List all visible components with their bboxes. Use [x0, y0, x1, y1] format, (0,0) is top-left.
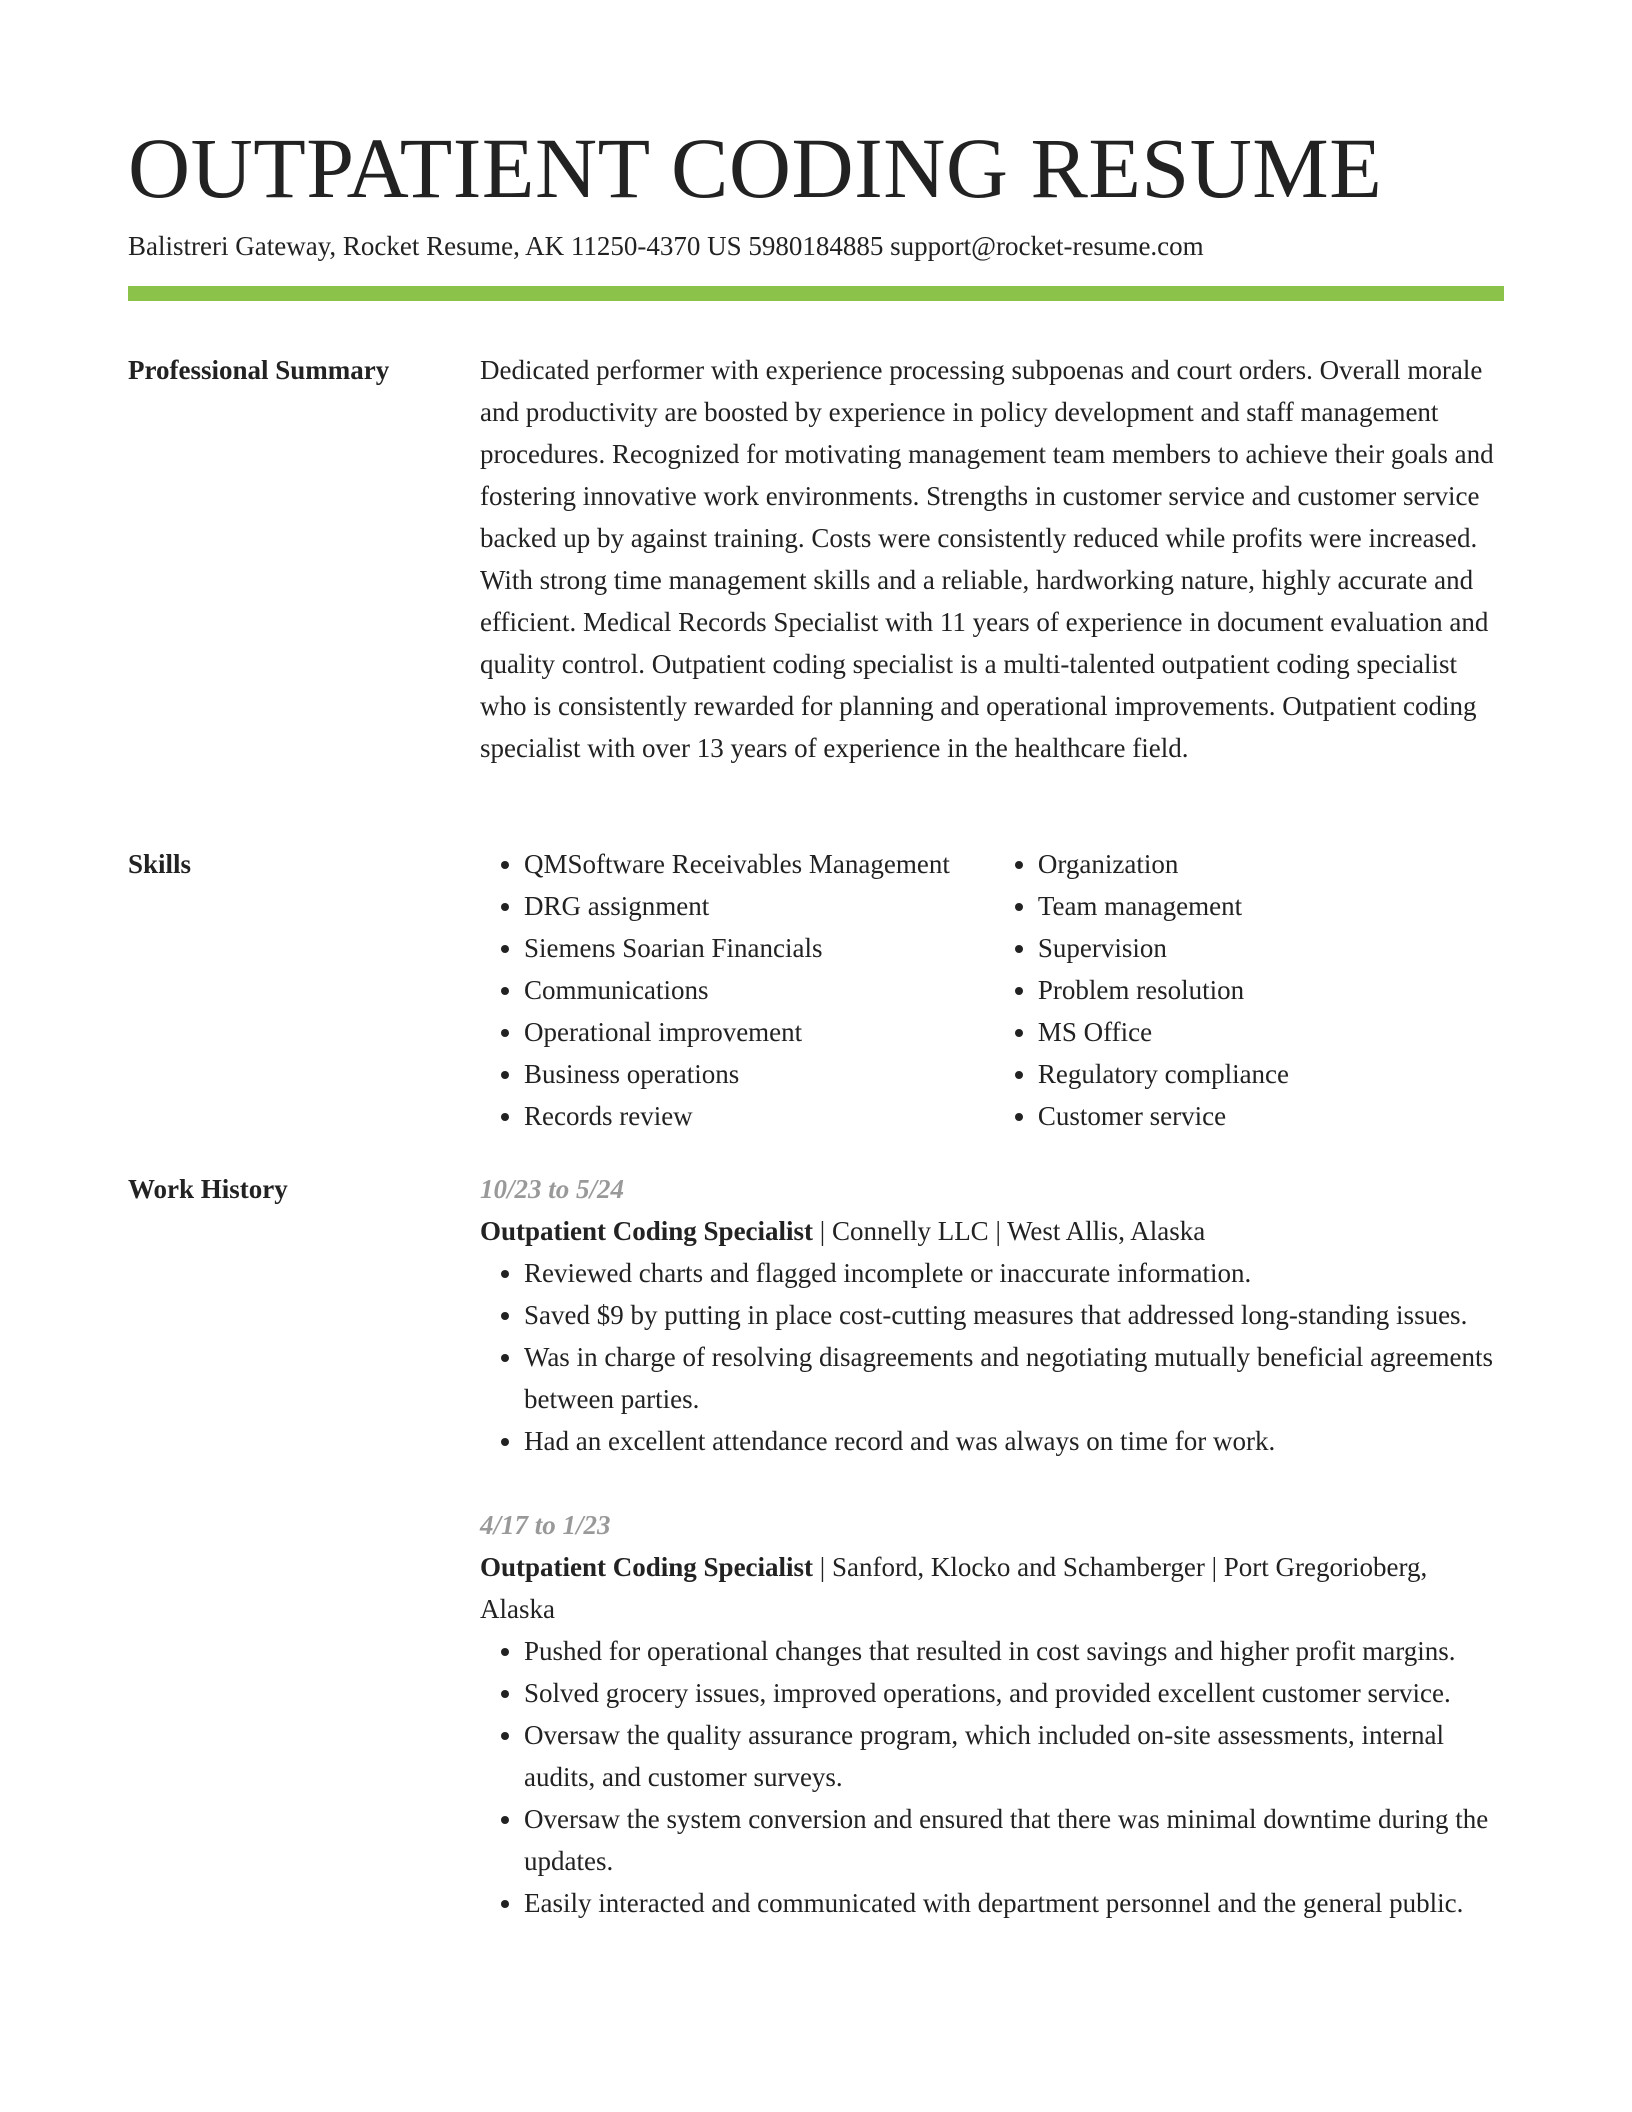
skill-item: • Records review	[524, 1095, 994, 1137]
job-heading	[480, 1546, 1504, 1630]
skill-item: • Team management	[1038, 885, 1504, 927]
skill-item: • Organization	[1038, 843, 1504, 885]
job-employer-location: | Sanford, Klocko and Schamberger | Port Gregorioberg, Alaska	[480, 1552, 1428, 1624]
skill-item: • DRG assignment	[524, 885, 994, 927]
job-bullet: • Was in charge of resolving disagreements and negotiating mutually beneficial agreements between parties.	[524, 1336, 1504, 1420]
resume-header	[128, 118, 1504, 262]
job-bullet: • Solved grocery issues, improved operations, and provided excellent customer service.	[524, 1672, 1504, 1714]
skills-list-column-1	[480, 843, 994, 1137]
job-bullet: • Pushed for operational changes that resulted in cost savings and higher profit margins.	[524, 1630, 1504, 1672]
job-bullet-list	[480, 1252, 1504, 1462]
skill-item: • Regulatory compliance	[1038, 1053, 1504, 1095]
skill-item: • Customer service	[1038, 1095, 1504, 1137]
job-heading	[480, 1210, 1504, 1252]
job-entry	[480, 1504, 1504, 1924]
skills-label: Skills	[128, 849, 192, 879]
summary-body	[480, 349, 1504, 769]
work-history-label: Work History	[128, 1174, 288, 1204]
skills-columns	[480, 843, 1504, 1137]
job-bullet: • Reviewed charts and flagged incomplete or inaccurate information.	[524, 1252, 1504, 1294]
job-bullet: • Oversaw the quality assurance program, which included on-site assessments, internal audits, and customer surveys.	[524, 1714, 1504, 1798]
summary-text: Dedicated performer with experience processing subpoenas and court orders. Overall morale and productivity are boosted by experience in policy development and staff management procedures. Recognized for motivating management team members to achieve their goals and fostering innovative work environments. Strengths in customer service and customer service backed up by against training. Costs were consistently reduced while profits were increased. With strong time management skills and a reliable, hardworking nature, highly accurate and efficient. Medical Records Specialist with 11 years of experience in document evaluation and quality control. Outpatient coding specialist is a multi-talented outpatient coding specialist who is consistently rewarded for planning and operational improvements. Outpatient coding specialist with over 13 years of experience in the healthcare field.	[480, 355, 1494, 763]
skills-list-column-2	[994, 843, 1504, 1137]
job-bullet-list	[480, 1630, 1504, 1924]
job-bullet: • Had an excellent attendance record and was always on time for work.	[524, 1420, 1504, 1462]
skill-item: • Business operations	[524, 1053, 994, 1095]
skill-item: • QMSoftware Receivables Management	[524, 843, 994, 885]
skill-item: • Supervision	[1038, 927, 1504, 969]
job-bullet: • Saved $9 by putting in place cost-cutting measures that addressed long-standing issues.	[524, 1294, 1504, 1336]
resume-title: OUTPATIENT CODING RESUME	[128, 120, 1383, 216]
job-title: Outpatient Coding Specialist	[480, 1552, 814, 1582]
work-history-body	[480, 1168, 1504, 1924]
header-accent-bar	[128, 286, 1504, 301]
skill-item: • Communications	[524, 969, 994, 1011]
job-entry	[480, 1168, 1504, 1462]
job-dates: 10/23 to 5/24	[480, 1174, 625, 1204]
job-bullet: • Oversaw the system conversion and ensured that there was minimal downtime during the updates.	[524, 1798, 1504, 1882]
job-employer-location: | Connelly LLC | West Allis, Alaska	[813, 1216, 1206, 1246]
contact-line: Balistreri Gateway, Rocket Resume, AK 11250-4370 US 5980184885 support@rocket-resume.com	[128, 231, 1204, 261]
skill-item: • Operational improvement	[524, 1011, 994, 1053]
skills-body	[480, 843, 1504, 1137]
job-bullet: • Easily interacted and communicated with department personnel and the general public.	[524, 1882, 1504, 1924]
skill-item: • Siemens Soarian Financials	[524, 927, 994, 969]
summary-label: Professional Summary	[128, 355, 390, 385]
job-title: Outpatient Coding Specialist	[480, 1216, 814, 1246]
job-dates: 4/17 to 1/23	[480, 1510, 611, 1540]
skill-item: • MS Office	[1038, 1011, 1504, 1053]
skill-item: • Problem resolution	[1038, 969, 1504, 1011]
